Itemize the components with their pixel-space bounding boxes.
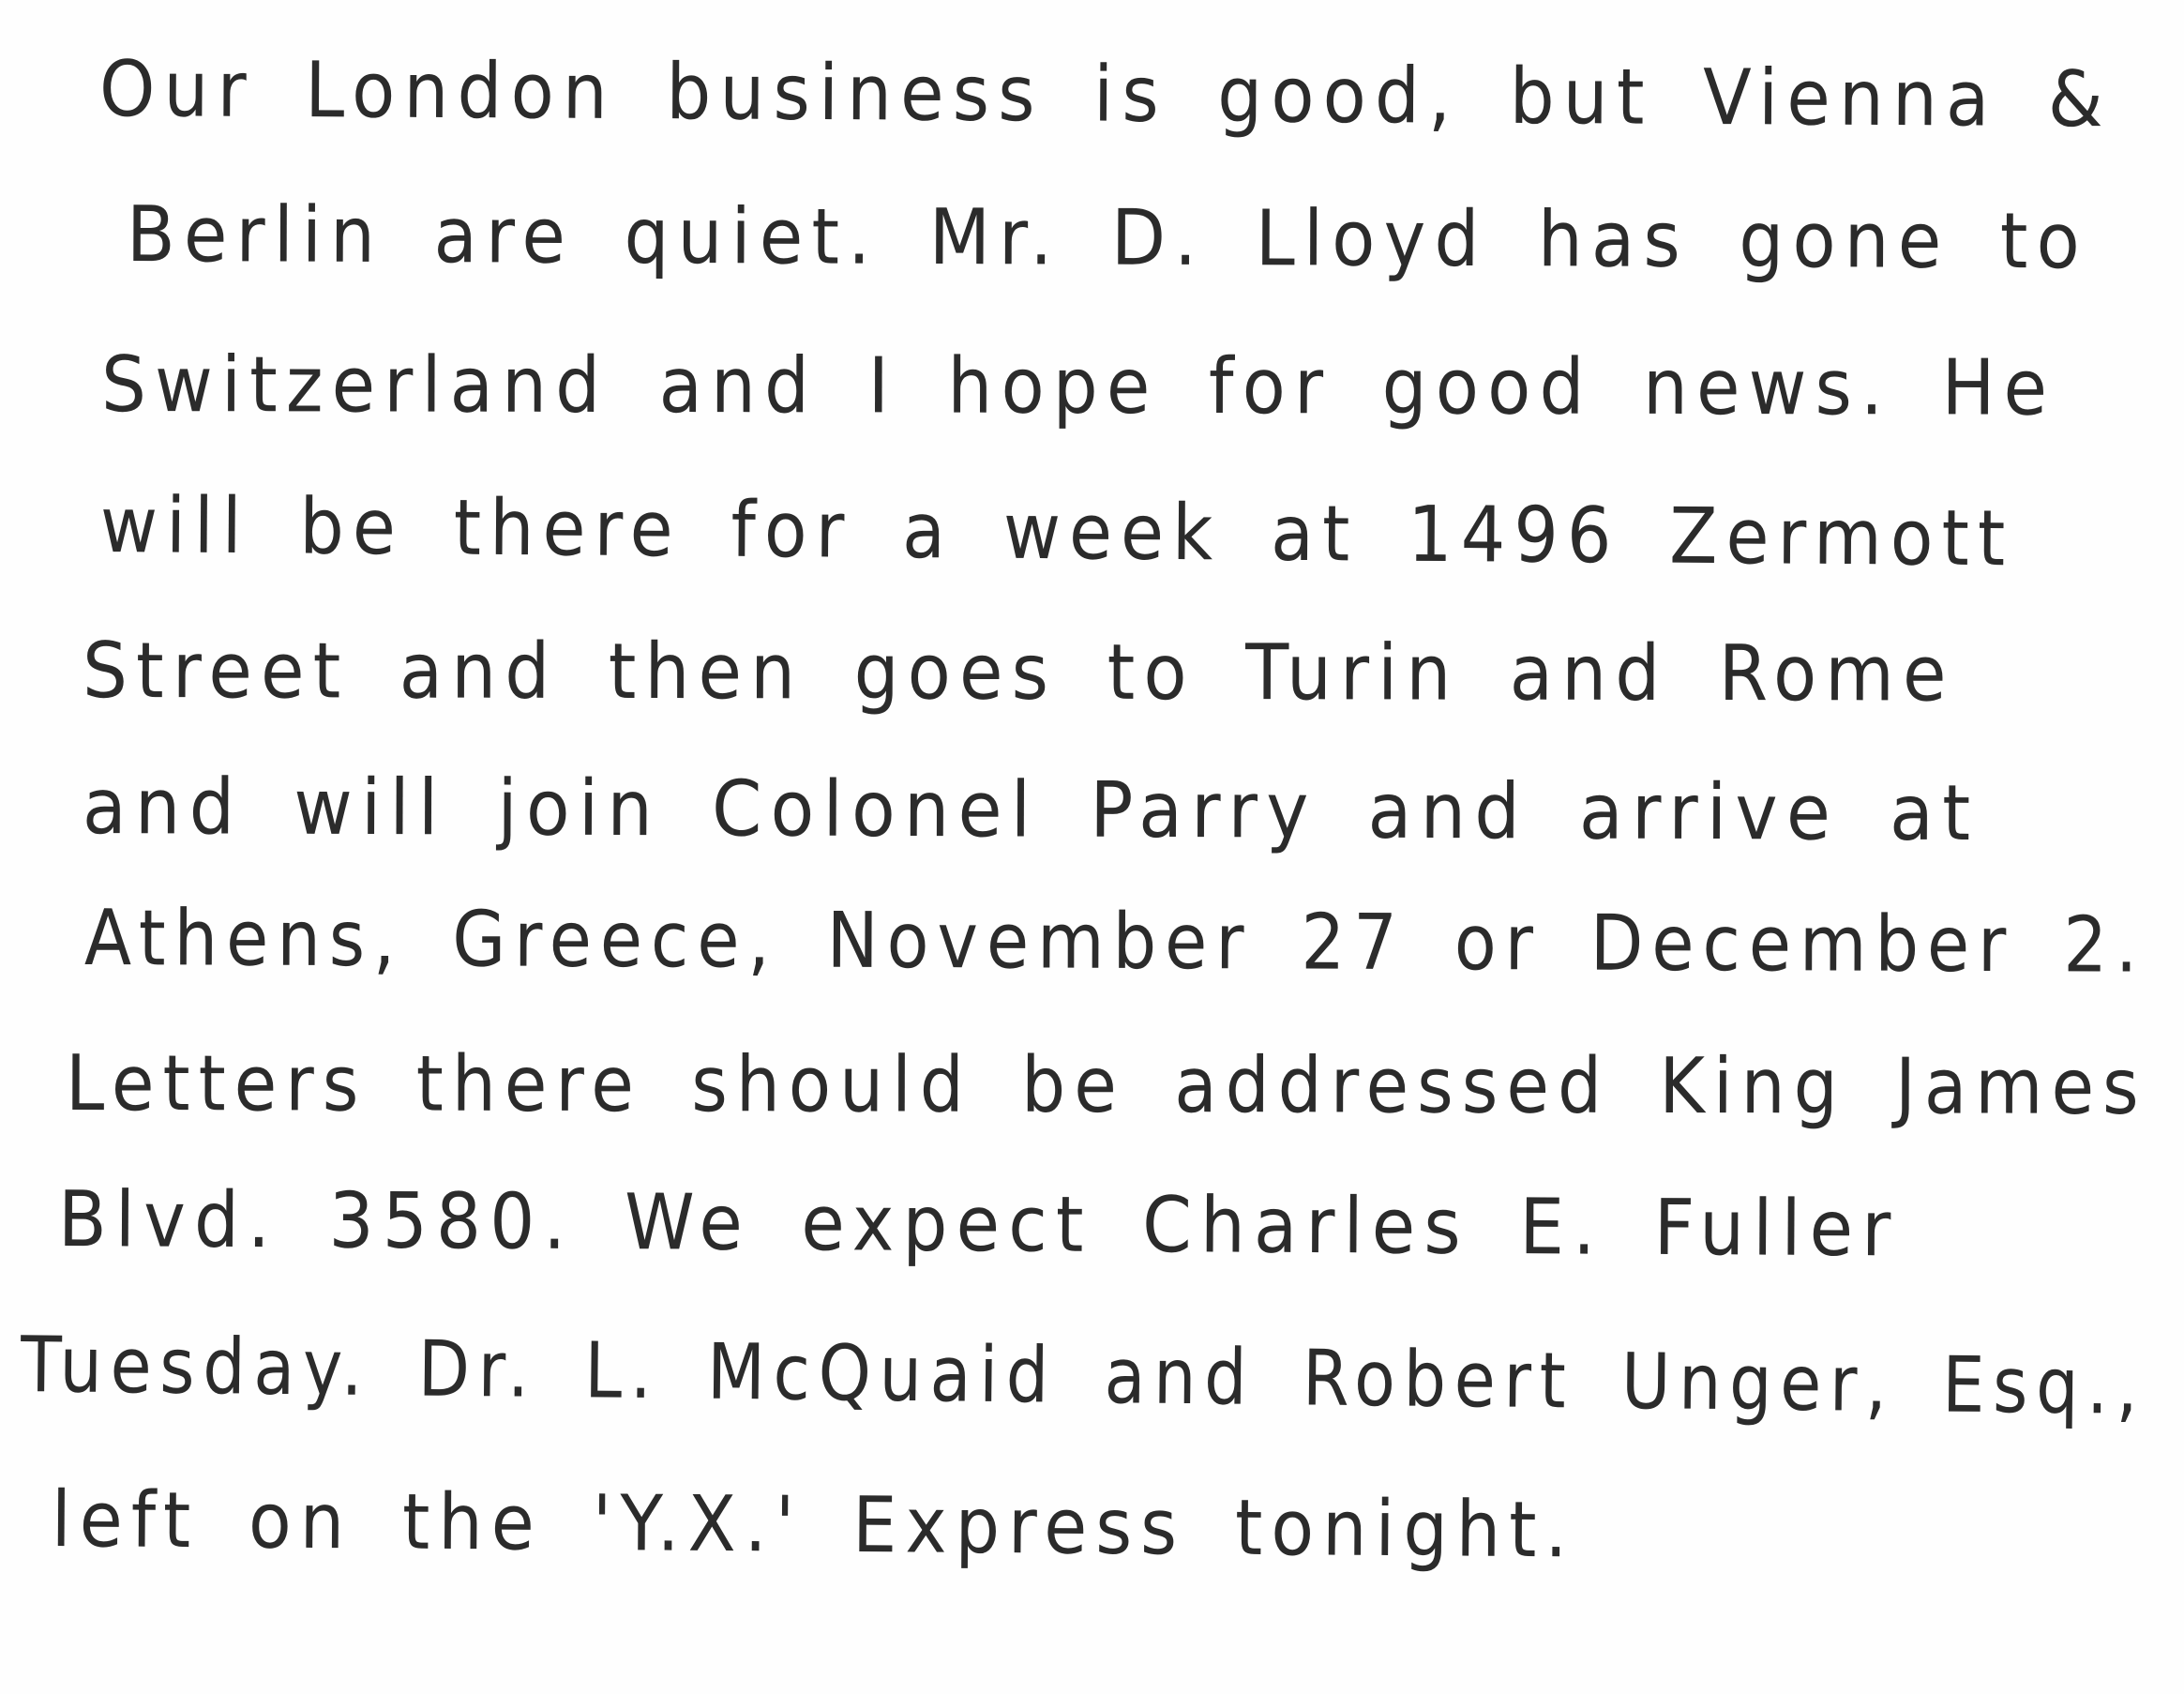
note-line-3: Switzerland and I hope for good news. He (100, 340, 2056, 433)
note-line-2: Berlin are quiet. Mr. D. Lloyd has gone to (126, 190, 2089, 287)
note-line-9: Blvd. 3580. We expect Charles E. Fuller (57, 1175, 1900, 1275)
note-line-1: Our London business is good, but Vienna & (98, 45, 2113, 145)
note-line-5: Street and then goes to Turin and Rome (82, 627, 1955, 719)
note-line-8: Letters there should be addressed King James (65, 1039, 2147, 1132)
note-line-7: Athens, Greece, November 27 or December 2. (83, 894, 2146, 991)
note-line-11: left on the 'Y.X.' Express tonight. (51, 1475, 1576, 1576)
note-line-10: Tuesday. Dr. L. McQuaid and Robert Unger, Esq., (20, 1321, 2146, 1432)
note-line-4: will be there for a week at 1496 Zermott (99, 481, 2014, 584)
note-line-6: and will join Colonel Parry and arrive at (82, 763, 1980, 859)
